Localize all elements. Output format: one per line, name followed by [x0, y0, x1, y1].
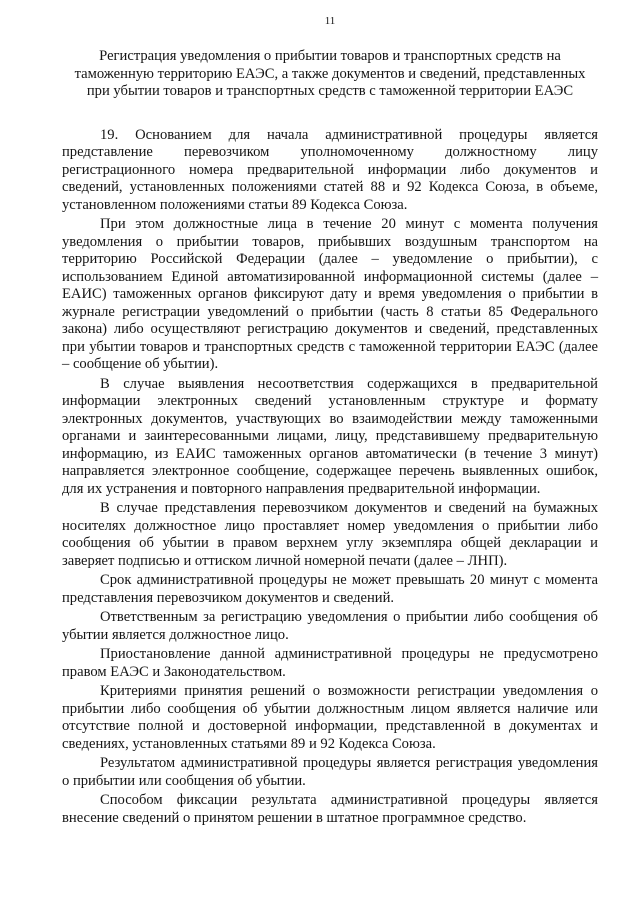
paragraph-responsible: Ответственным за регистрацию уведомления о прибытии либо сообщения об убытии является должностное лицо.: [62, 609, 598, 643]
section-heading: [62, 48, 598, 101]
paragraph-error-handling: В случае выявления несоответствия содержащихся в предварительной информации электронных сведений установленным структуре и формату электронных документов, участвующих во взаимодействии между таможенными органами и заинтересованными лицами, лицу, представившему предварительную информацию, из ЕАИС таможенных органов автоматически (в течение 3 минут) направляется электронное сообщение, содержащее перечень выявленных ошибок, для их устранения и повторного направления предварительной информации.: [62, 375, 598, 497]
heading-line: таможенную территорию ЕАЭС, а также документов и сведений, представленных: [74, 65, 586, 82]
heading-line: Регистрация уведомления о прибытии товаров и транспортных средств на: [99, 48, 561, 64]
paragraph-paper-documents: В случае представления перевозчиком документов и сведений на бумажных носителях должностное лицо проставляет номер уведомления о прибытии либо сообщения об убытии в правом верхнем углу экземпляра общей декларации и заверяет подписью и оттиском личной номерной печати (далее – ЛНП).: [62, 500, 598, 569]
page-number: 11: [324, 15, 336, 27]
heading-line: при убытии товаров и транспортных средств с таможенной территории ЕАЭС: [86, 83, 574, 99]
paragraph-criteria: Критериями принятия решений о возможности регистрации уведомления о прибытии либо сообщения об убытии должностным лицом является наличие или отсутствие полной и достоверной информации, представленной в документах и сведениях, установленных статьями 89 и 92 Кодекса Союза.: [62, 683, 598, 752]
paragraph-suspension: Приостановление данной административной процедуры не предусмотрено правом ЕАЭС и Законодательством.: [62, 646, 598, 680]
body-text: [62, 127, 598, 828]
paragraph-fixation: Способом фиксации результата административной процедуры является внесение сведений о принятом решении в штатное программное средство.: [62, 792, 598, 826]
paragraph-registration-timing: При этом должностные лица в течение 20 минут с момента получения уведомления о прибытии товаров, прибывших воздушным транспортом на территорию Российской Федерации (далее – уведомление о прибытии), с использованием Единой автоматизированной информационной системы (далее – ЕАИС) таможенных органов фиксируют дату и время уведомления о прибытии в журнале регистрации уведомлений о прибытии (часть 8 статьи 85 Федерального закона) либо осуществляют регистрацию документов и сведений, представленных при убытии товаров и транспортных средств с таможенной территории ЕАЭС (далее – сообщение об убытии).: [62, 216, 598, 372]
paragraph-duration: Срок административной процедуры не может превышать 20 минут с момента представления перевозчиком документов и сведений.: [62, 572, 598, 606]
paragraph-result: Результатом административной процедуры является регистрация уведомления о прибытии или сообщения об убытии.: [62, 755, 598, 789]
paragraph-basis: 19. Основанием для начала административной процедуры является представление перевозчиком уполномоченному должностному лицу регистрационного номера предварительной информации либо документов и сведений, установленных положениями статей 88 и 92 Кодекса Союза, в объеме, установленном положениями статьи 89 Кодекса Союза.: [62, 126, 598, 213]
